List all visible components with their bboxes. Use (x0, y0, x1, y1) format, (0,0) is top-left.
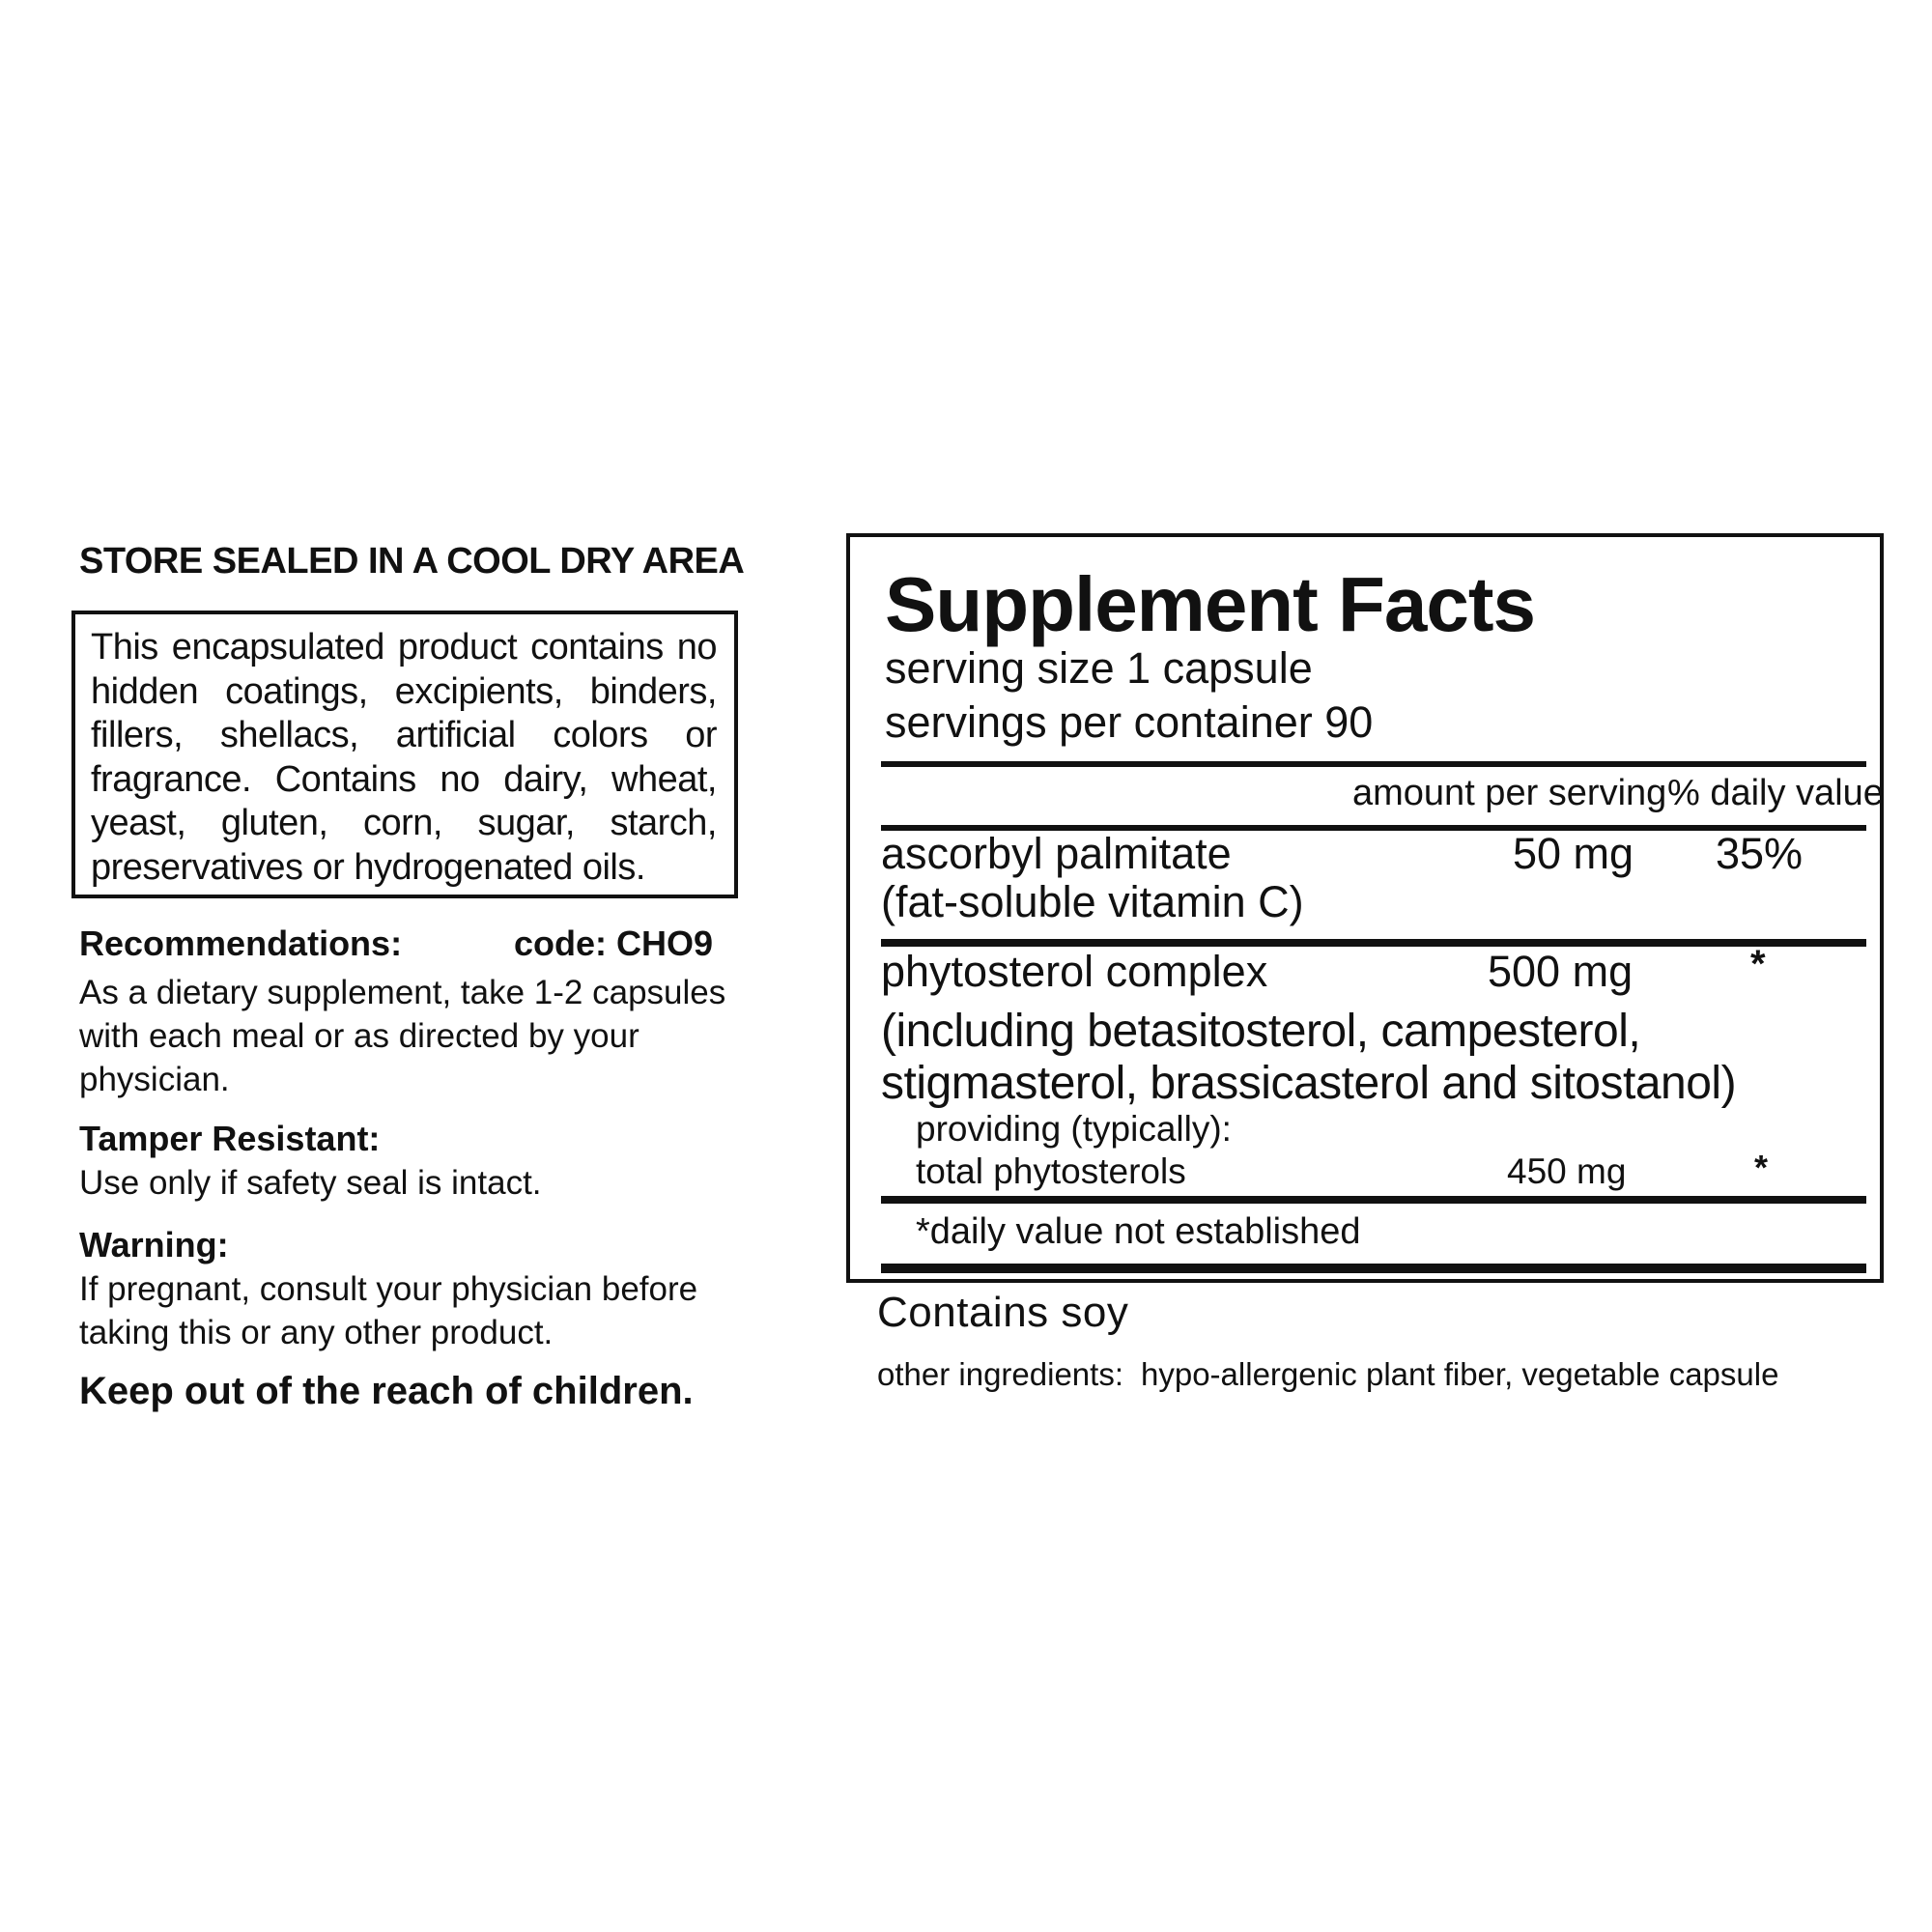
recommendations-header (79, 923, 736, 964)
providing-label: providing (typically): (916, 1109, 1232, 1149)
divider-rule (881, 1264, 1866, 1273)
servings-per-container: servings per container 90 (885, 697, 1374, 747)
storage-heading: STORE SEALED IN A COOL DRY AREA (79, 541, 745, 582)
warning-line: taking this or any other product. (79, 1314, 554, 1351)
recommendations-line: with each meal or as directed by your (79, 1017, 639, 1055)
other-ingredients-value: hypo-allergenic plant fiber, vegetable capsule (1141, 1356, 1779, 1392)
nutrient-daily-value: * (1750, 943, 1766, 985)
recommendations-line: physician. (79, 1061, 230, 1098)
amount-column-header: amount per serving (1352, 773, 1667, 813)
nutrient-includes-line: (including betasitosterol, campesterol, (881, 1006, 1641, 1057)
allergen-statement: Contains soy (877, 1289, 1129, 1336)
product-purity-box (71, 611, 738, 898)
recommendations-line: As a dietary supplement, take 1-2 capsules (79, 974, 726, 1011)
nutrient-amount: 50 mg (1513, 829, 1634, 878)
serving-size: serving size 1 capsule (885, 643, 1313, 693)
daily-value-column-header: % daily value (1667, 773, 1884, 813)
recommendations-heading: Recommendations: (79, 923, 403, 963)
nutrient-name: ascorbyl palmitate (881, 829, 1232, 878)
warning-text (79, 1267, 697, 1354)
sub-nutrient-daily-value: * (1754, 1148, 1769, 1187)
warning-line: If pregnant, consult your physician before (79, 1270, 698, 1308)
divider-rule (881, 939, 1866, 947)
product-code: code: CHO9 (514, 923, 714, 963)
supplement-facts-panel (846, 533, 1884, 1283)
product-purity-text: This encapsulated product contains no hidden coatings, excipients, binders, fillers, shellacs, artificial colors or fragrance. Contains no dairy, wheat, yeast, gluten, corn, sugar, starch, preservatives or hydrogenated oils. (91, 627, 717, 888)
nutrient-daily-value: 35% (1716, 829, 1804, 878)
sub-nutrient-amount: 450 mg (1507, 1151, 1627, 1191)
divider-rule (881, 761, 1866, 767)
nutrient-amount: 500 mg (1488, 947, 1634, 996)
other-ingredients (877, 1356, 1778, 1393)
tamper-text: Use only if safety seal is intact. (79, 1164, 542, 1202)
child-safety-notice: Keep out of the reach of children. (79, 1370, 694, 1412)
sub-nutrient-name: total phytosterols (916, 1151, 1186, 1191)
other-ingredients-label: other ingredients: (877, 1356, 1123, 1392)
divider-rule (881, 1196, 1866, 1204)
nutrient-name: phytosterol complex (881, 947, 1268, 996)
daily-value-footnote: *daily value not established (916, 1211, 1361, 1252)
nutrient-subtitle: (fat-soluble vitamin C) (881, 877, 1304, 926)
supplement-facts-title: Supplement Facts (885, 561, 1536, 647)
tamper-heading: Tamper Resistant: (79, 1119, 381, 1158)
recommendations-text (79, 971, 725, 1101)
nutrient-includes-line: stigmasterol, brassicasterol and sitostanol) (881, 1058, 1737, 1109)
warning-heading: Warning: (79, 1225, 229, 1264)
